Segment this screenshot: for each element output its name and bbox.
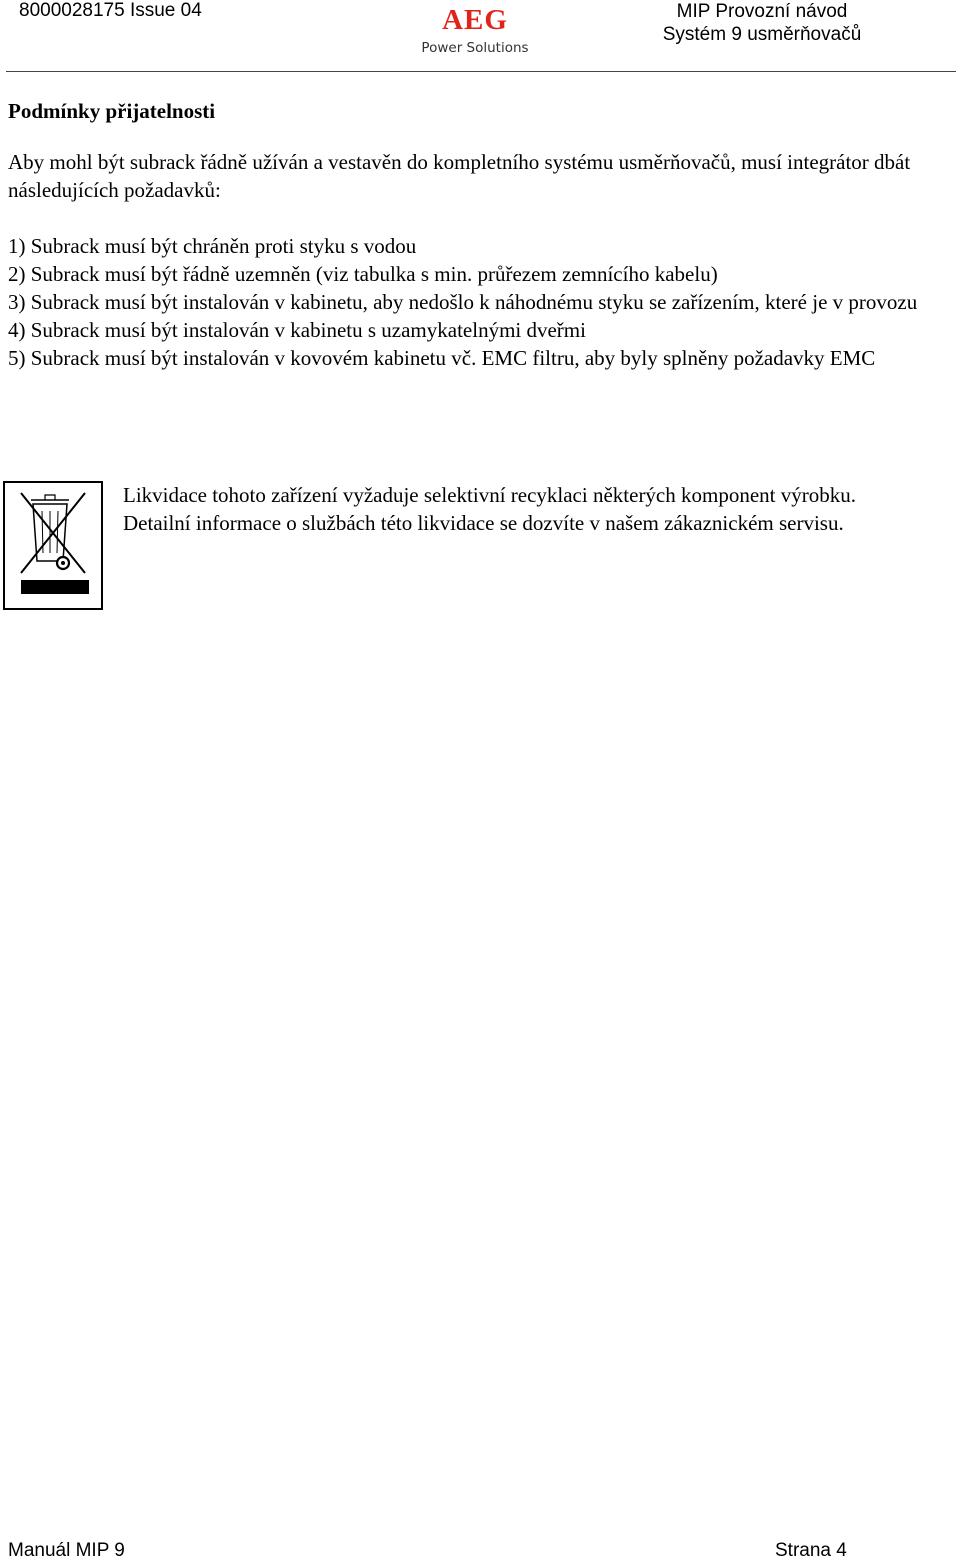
footer-manual: Manuál MIP 9 — [8, 1540, 125, 1561]
requirement-item: 2) Subrack musí být řádně uzemněn (viz tabulka s min. průřezem zemnícího kabelu) — [8, 262, 718, 286]
disposal-notice: Likvidace tohoto zařízení vyžaduje selektivní recyklaci některých komponent výrobku. Detailní informace o službách této likvidace se dozvíte v našem zákaznickém servisu. — [123, 483, 856, 535]
logo-subtitle: Power Solutions — [421, 40, 529, 56]
header-title-line2: Systém 9 usměrňovačů — [662, 24, 862, 45]
logo-wordmark: AEG — [442, 4, 508, 36]
requirements-list — [8, 232, 938, 372]
intro-paragraph: Aby mohl být subrack řádně užíván a vestavěn do kompletního systému usměrňovačů, musí integrátor dbát následujících požadavků: — [8, 150, 911, 202]
header-divider — [6, 71, 956, 72]
header-title — [612, 0, 912, 46]
requirement-item: 5) Subrack musí být instalován v kovovém kabinetu vč. EMC filtru, aby byly splněny požadavky EMC — [8, 346, 876, 370]
requirement-item: 4) Subrack musí být instalován v kabinetu s uzamykatelnými dveřmi — [8, 318, 586, 342]
weee-crossed-bin-icon — [3, 481, 103, 610]
aeg-logo — [410, 4, 540, 57]
section-title: Podmínky přijatelnosti — [8, 99, 216, 123]
footer-page-number: Strana 4 — [775, 1540, 847, 1561]
requirement-item: 3) Subrack musí být instalován v kabinetu, aby nedošlo k náhodnému styku se zařízením, které je v provozu — [8, 290, 918, 314]
header-title-line1: MIP Provozní návod — [676, 1, 848, 22]
header-doc-number: 8000028175 Issue 04 — [19, 0, 202, 21]
requirement-item: 1) Subrack musí být chráněn proti styku s vodou — [8, 234, 417, 258]
